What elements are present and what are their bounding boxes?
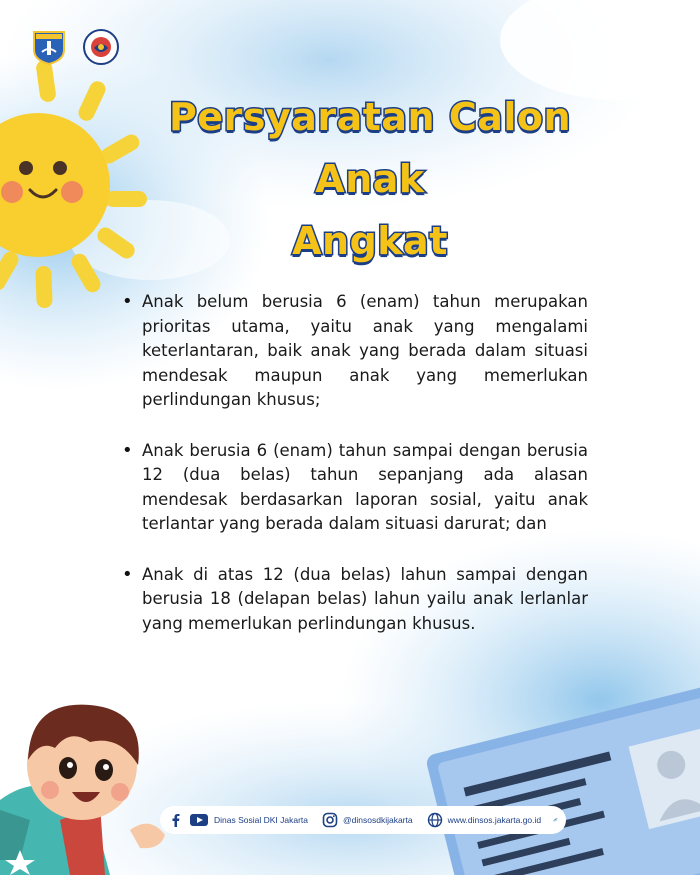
bullet-marker: • [122, 439, 133, 461]
youtube-icon [189, 812, 209, 828]
bullet-marker: • [122, 563, 133, 585]
facebook-icon [168, 812, 184, 828]
list-item-text: Anak berusia 6 (enam) tahun sampai dengan berusia 12 (dua belas) tahun sepanjang ada alasan mendesak berdasarkan laporan sosial, yaitu anak terlantar yang berada dalam situasi darurat; dan [142, 440, 588, 533]
instagram-link[interactable] [322, 812, 413, 828]
header-logos [30, 28, 120, 66]
social-label: Dinas Sosial DKI Jakarta [214, 815, 309, 825]
list-item [122, 439, 588, 537]
requirements-list [122, 290, 588, 662]
footer-contact-bar [160, 806, 566, 834]
instagram-icon [322, 812, 338, 828]
dinsos-logo [553, 812, 558, 828]
instagram-label: @dinsosdkijakarta [343, 815, 413, 825]
dinsos-emblem [82, 28, 120, 66]
page-title [140, 86, 600, 272]
list-item [122, 290, 588, 413]
title-line-2: Angkat [292, 219, 448, 263]
website-link[interactable] [427, 812, 542, 828]
list-item-text: Anak di atas 12 (dua belas) lahun sampai dengan berusia 18 (delapan belas) lahun yailu anak lerlanlar yang memerlukan perlindungan khusus. [142, 564, 588, 633]
social-link[interactable] [168, 812, 308, 828]
dki-jakarta-emblem [30, 28, 68, 66]
bullet-marker: • [122, 291, 133, 312]
list-item-text: Anak belum berusia 6 (enam) tahun merupakan prioritas utama, yaitu anak yang mengalami keterlantaran, baik anak yang berada dalam situasi mendesak maupun anak yang memerlukan perlindungan khusus; [142, 292, 588, 409]
globe-icon [427, 812, 443, 828]
website-label: www.dinsos.jakarta.go.id [447, 815, 542, 825]
title-line-1: Persyaratan Calon Anak [168, 95, 572, 201]
list-item [122, 563, 588, 637]
